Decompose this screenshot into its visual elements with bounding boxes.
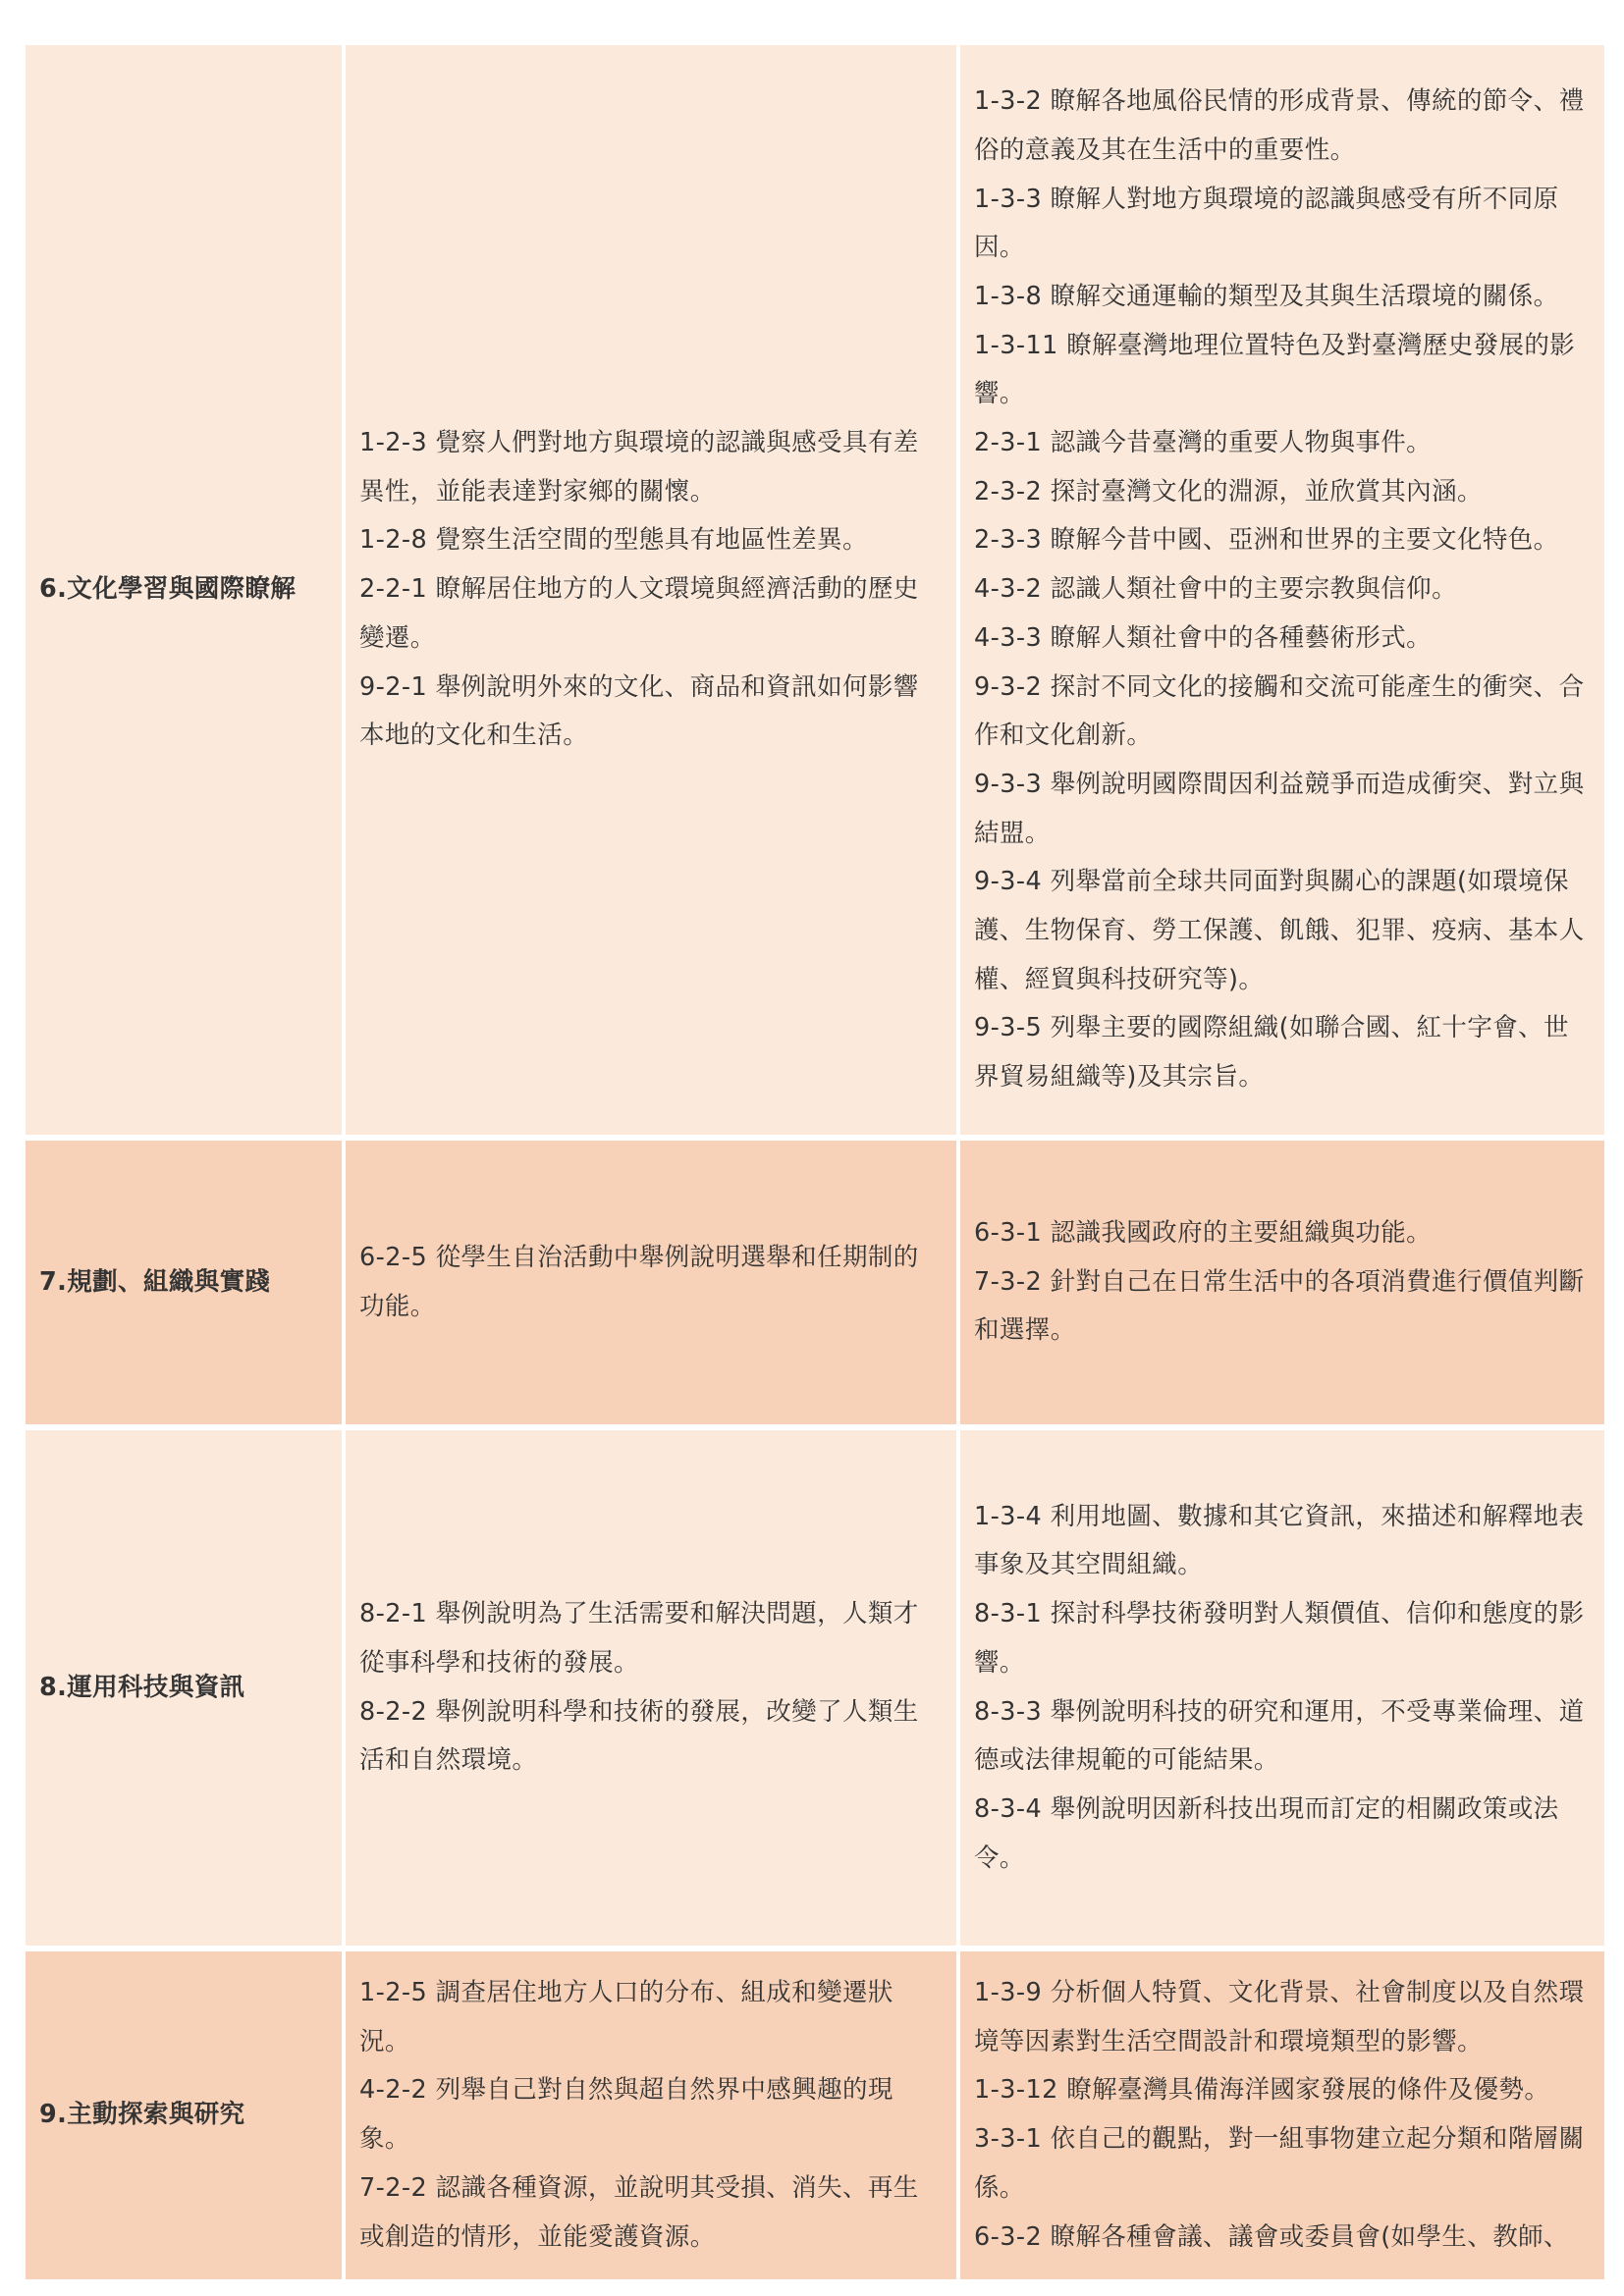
indicator-item: 6-3-1 認識我國政府的主要組織與功能。 — [974, 1217, 1433, 1248]
category-cell: 8.運用科技與資訊 — [26, 1430, 342, 1946]
middle-grade-cell — [346, 1951, 956, 2279]
indicator-item: 8-3-4 舉例說明因新科技出現而訂定的相關政策或法令。 — [974, 1793, 1559, 1873]
indicator-item: 1-3-11 瞭解臺灣地理位置特色及對臺灣歷史發展的影響。 — [974, 330, 1576, 409]
senior-grade-cell — [960, 1141, 1604, 1424]
indicator-item: 1-2-3 覺察人們對地方與環境的認識與感受具有差異性，並能表達對家鄉的關懷。 — [359, 428, 919, 507]
indicator-item: 2-3-2 探討臺灣文化的淵源，並欣賞其內涵。 — [974, 476, 1483, 507]
indicator-item: 4-2-2 列舉自己對自然與超自然界中感興趣的現象。 — [359, 2075, 893, 2155]
middle-grade-cell — [346, 45, 956, 1135]
indicator-item: 6-2-5 從學生自治活動中舉例說明選舉和任期制的功能。 — [359, 1242, 919, 1321]
indicator-item: 1-2-5 調查居住地方人口的分布、組成和變遷狀況。 — [359, 1978, 893, 2056]
indicator-item: 1-3-9 分析個人特質、文化背景、社會制度以及自然環境等因素對生活空間設計和環境類型的影響。 — [974, 1978, 1585, 2056]
senior-grade-cell — [960, 45, 1604, 1135]
table-row — [26, 1141, 1604, 1424]
indicator-item: 4-3-2 認識人類社會中的主要宗教與信仰。 — [974, 574, 1457, 605]
indicator-item: 9-2-1 舉例說明外來的文化、商品和資訊如何影響本地的文化和生活。 — [359, 671, 919, 751]
indicator-item: 6-3-2 瞭解各種會議、議會或委員會(如學生、教師、 — [974, 2221, 1569, 2252]
indicator-item: 1-3-12 瞭解臺灣具備海洋國家發展的條件及優勢。 — [974, 2075, 1550, 2106]
indicator-item: 7-3-2 針對自己在日常生活中的各項消費進行價值判斷和選擇。 — [974, 1266, 1585, 1346]
category-cell: 9.主動探索與研究 — [26, 1951, 342, 2279]
indicator-item: 7-2-2 認識各種資源，並說明其受損、消失、再生或創造的情形，並能愛護資源。 — [359, 2172, 919, 2252]
indicator-item: 1-3-4 利用地圖、數據和其它資訊，來描述和解釋地表事象及其空間組織。 — [974, 1501, 1585, 1580]
indicator-item: 1-3-8 瞭解交通運輸的類型及其與生活環境的關係。 — [974, 281, 1559, 311]
indicator-item: 9-3-5 列舉主要的國際組織(如聯合國、紅十字會、世界貿易組織等)及其宗旨。 — [974, 1013, 1569, 1093]
table-row — [26, 45, 1604, 1135]
senior-grade-cell — [960, 1951, 1604, 2279]
table-row — [26, 1430, 1604, 1946]
indicator-item: 8-2-1 舉例說明為了生活需要和解決問題，人類才從事科學和技術的發展。 — [359, 1599, 919, 1678]
indicator-item: 3-3-1 依自己的觀點，對一組事物建立起分類和階層關係。 — [974, 2124, 1585, 2203]
indicator-item: 2-3-1 認識今昔臺灣的重要人物與事件。 — [974, 428, 1433, 458]
indicator-item: 8-2-2 舉例說明科學和技術的發展，改變了人類生活和自然環境。 — [359, 1696, 919, 1776]
indicator-item: 1-3-2 瞭解各地風俗民情的形成背景、傳統的節令、禮俗的意義及其在生活中的重要性。 — [974, 86, 1585, 165]
indicator-item: 9-3-4 列舉當前全球共同面對與關心的課題(如環境保護、生物保育、勞工保護、飢餓、犯罪、疫病、基本人權、經貿與科技研究等)。 — [974, 867, 1585, 994]
curriculum-table — [22, 39, 1608, 2285]
indicator-item: 8-3-3 舉例說明科技的研究和運用，不受專業倫理、道德或法律規範的可能結果。 — [974, 1696, 1585, 1776]
indicator-item: 9-3-3 舉例說明國際間因利益競爭而造成衝突、對立與結盟。 — [974, 769, 1585, 848]
indicator-item: 2-2-1 瞭解居住地方的人文環境與經濟活動的歷史變遷。 — [359, 574, 919, 653]
indicator-item: 1-2-8 覺察生活空間的型態具有地區性差異。 — [359, 525, 868, 556]
middle-grade-cell — [346, 1141, 956, 1424]
indicator-item: 2-3-3 瞭解今昔中國、亞洲和世界的主要文化特色。 — [974, 525, 1559, 556]
middle-grade-cell — [346, 1430, 956, 1946]
category-cell: 6.文化學習與國際瞭解 — [26, 45, 342, 1135]
indicator-item: 8-3-1 探討科學技術發明對人類價值、信仰和態度的影響。 — [974, 1599, 1585, 1678]
category-cell: 7.規劃、組織與實踐 — [26, 1141, 342, 1424]
indicator-item: 9-3-2 探討不同文化的接觸和交流可能產生的衝突、合作和文化創新。 — [974, 671, 1585, 751]
senior-grade-cell — [960, 1430, 1604, 1946]
indicator-item: 1-3-3 瞭解人對地方與環境的認識與感受有所不同原因。 — [974, 184, 1559, 263]
indicator-item: 4-3-3 瞭解人類社會中的各種藝術形式。 — [974, 622, 1433, 653]
table-row — [26, 1951, 1604, 2279]
